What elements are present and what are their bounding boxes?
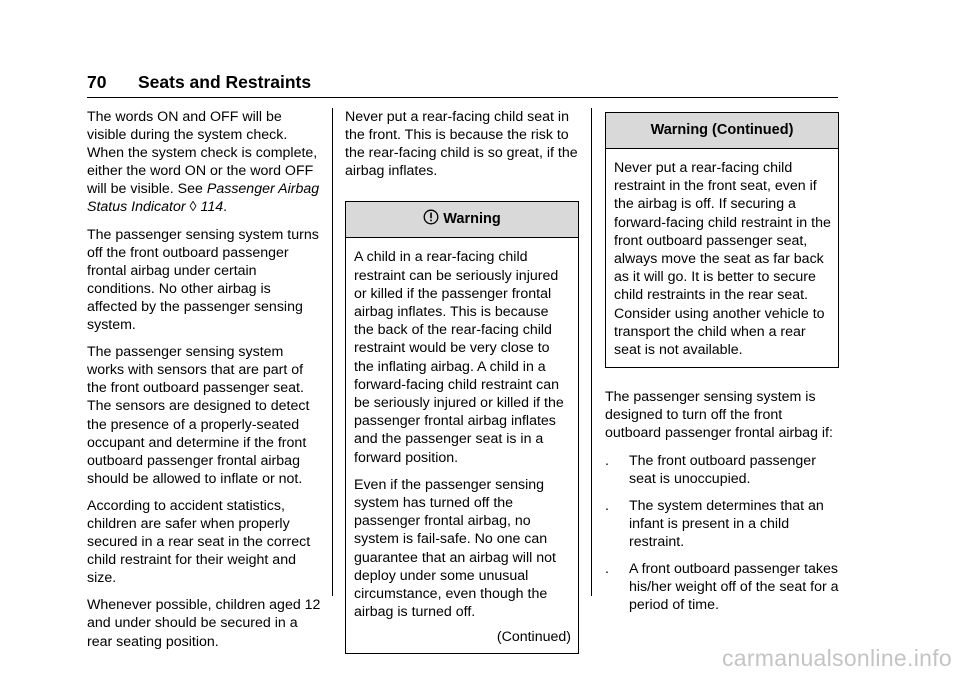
warning-box (345, 201, 579, 653)
column-divider-2 (591, 108, 592, 596)
section-title: Seats and Restraints (138, 72, 312, 92)
intro-paragraph: Never put a rear-facing child seat in the front. This is because the risk to the rear-facing child is so great, if the airbag inflates. (345, 109, 578, 180)
bullet-icon: . (605, 452, 609, 469)
paragraph-1: The words ON and OFF will be visible during the system check. When the system check is complete, either the word ON or the word OFF will be visible. See Passenger Airbag Status Indicator ◊ 114. (87, 109, 320, 216)
list-item: . The front outboard passenger seat is unoccupied. (605, 452, 816, 487)
bullet-icon: . (605, 560, 609, 577)
list-item: . The system determines that an infant is present in a child restraint. (605, 497, 824, 550)
warning-body (346, 238, 578, 652)
column-divider-1 (332, 108, 333, 596)
paragraph-5: Whenever possible, children aged 12 and under should be secured in a rear seating position. (87, 597, 321, 650)
column-2 (345, 108, 579, 654)
paragraph-4: According to accident statistics, children are safer when properly secured in a rear seat in the correct child restraint for their weight and size. (87, 497, 311, 587)
warning-paragraph-2: Even if the passenger sensing system has turned off the passenger frontal airbag, no system is fail-safe. No one can guarantee that an airbag will not deploy under some unusual circumstance, even though the airbag is turned off. (354, 476, 556, 621)
warning-continued-box (605, 112, 839, 368)
continued-label: (Continued) (496, 629, 571, 646)
paragraph-2: The passenger sensing system turns off the front outboard passenger frontal airbag under certain conditions. No other airbag is affected by the passenger sensing system. (87, 226, 319, 334)
warning-continued-header: Warning (Continued) (606, 113, 838, 149)
warning-continued-paragraph: Never put a rear-facing child restraint in the front seat, even if the airbag is off. If securing a forward-facing child restraint in the front outboard passenger seat, always move the seat as far back as it will go. It is better to secure child restraints in the rear seat. Consider using another vehicle to transport the child when a rear seat is not available. (614, 160, 831, 359)
cross-reference-page[interactable]: 114 (200, 199, 224, 216)
warning-header (346, 202, 578, 238)
column-1 (87, 108, 323, 660)
bullet-icon: . (605, 497, 609, 514)
page-ref-icon: ◊ (189, 199, 197, 216)
sensing-paragraph: The passenger sensing system is designed to turn off the front outboard passenger frontal airbag if: (605, 389, 833, 442)
cross-reference-link[interactable]: Passenger Airbag Status Indicator (87, 181, 320, 216)
header-rule (87, 97, 838, 98)
warning-continued-body (606, 149, 838, 367)
warning-paragraph-1: A child in a rear-facing child restraint can be seriously injured or killed if the passenger frontal airbag inflates. This is because the back of the rear-facing child restraint would be very close to the inflating airbag. A child in a forward-facing child restraint can be seriously injured or killed if the passenger frontal airbag inflates and the passenger seat is in a forward position. (354, 249, 564, 466)
page-header (87, 72, 311, 93)
column-3 (605, 112, 839, 623)
paragraph-3: The passenger sensing system works with sensors that are part of the front outboard passenger seat. The sensors are designed to detect the presence of a properly-seated occupant and determine if the front outboard passenger frontal airbag should be allowed to inflate or not. (87, 344, 310, 487)
warning-title: Warning (443, 211, 501, 228)
watermark: carmanualsonline.info (721, 645, 952, 671)
list-item: . A front outboard passenger takes his/her weight off of the seat for a period of time. (605, 560, 839, 614)
bullet-list (605, 452, 839, 615)
warning-icon (423, 204, 439, 239)
page-number: 70 (87, 72, 107, 92)
